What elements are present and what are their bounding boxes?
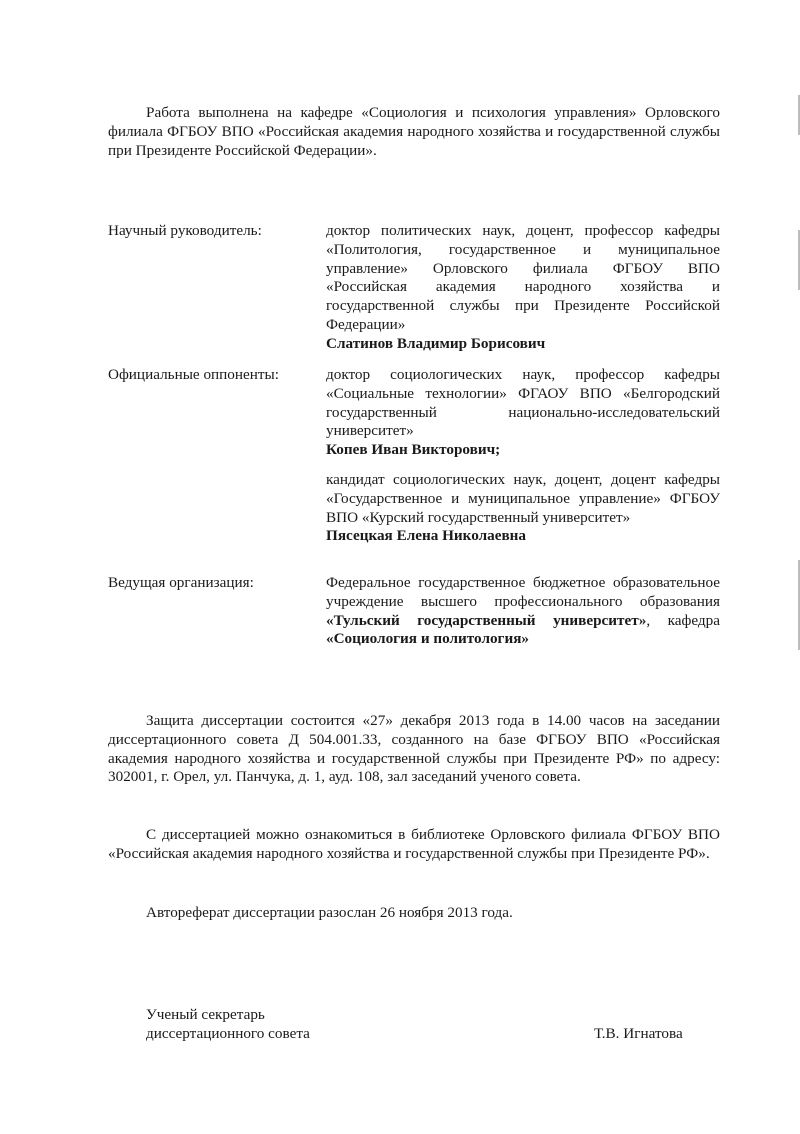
library-paragraph: С диссертацией можно ознакомиться в библиотеке Орловского филиала ФГБОУ ВПО «Российская академия народного хозяйства и государственной службы при Президенте РФ». — [108, 826, 720, 862]
opponent-first-name: Копев Иван Викторович; — [326, 441, 501, 459]
leading-org-description — [326, 574, 720, 649]
opponent-first — [326, 366, 720, 460]
supervisor-name: Слатинов Владимир Борисович — [326, 334, 546, 352]
leading-org-text — [326, 574, 720, 649]
sent-paragraph: Автореферат диссертации разослан 26 ноября 2013 года. — [146, 904, 513, 921]
leading-org-desc-part1: Федеральное государственное бюджетное образовательное учреждение высшего профессионального образования — [326, 574, 720, 610]
defense-paragraph: Защита диссертации состоится «27» декабря 2013 года в 14.00 часов на заседании диссертационного совета Д 504.001.33, созданного на базе ФГБОУ ВПО «Российская академия народного хозяйства и государственной службы при Президенте РФ» по адресу: 302001, г. Орел, ул. Панчука, д. 1, ауд. 108, зал заседаний ученого совета. — [108, 712, 720, 786]
leading-org-department: «Социология и политология» — [326, 630, 530, 648]
supervisor-role: Научный руководитель: — [108, 222, 262, 239]
leading-org-university: «Тульский государственный университет» — [326, 611, 647, 629]
opponent-first-desc: доктор социологических наук, профессор кафедры «Социальные технологии» ФГАОУ ВПО «Белгородский государственный национально-исследовательский университет» — [326, 366, 720, 440]
opponent-second-desc: кандидат социологических наук, доцент, доцент кафедры «Государственное и муниципальное управление» ФГБОУ ВПО «Курский государственный университет» — [326, 471, 720, 526]
leading-org-role: Ведущая организация: — [108, 574, 254, 591]
supervisor-desc-text: доктор политических наук, доцент, профессор кафедры «Политология, государственное и муниципальное управление» Орловского филиала ФГБОУ ВПО «Российская академия народного хозяйства и государственной службы при Президенте Российской Федерации» — [326, 222, 720, 333]
leading-org-desc-part2: , кафедра — [646, 611, 720, 629]
opponents-role: Официальные оппоненты: — [108, 366, 279, 383]
signature-title-line1: Ученый секретарь — [146, 1006, 265, 1023]
intro-paragraph: Работа выполнена на кафедре «Социология и психология управления» Орловского филиала ФГБОУ ВПО «Российская академия народного хозяйства и государственной службы при Президенте Российской Федерации». — [108, 104, 720, 159]
opponent-second-name: Пясецкая Елена Николаевна — [326, 527, 527, 545]
signature-name: Т.В. Игнатова — [594, 1025, 683, 1042]
opponent-second — [326, 471, 720, 546]
signature-title-line2: диссертационного совета — [146, 1025, 310, 1042]
supervisor-description — [326, 222, 720, 354]
